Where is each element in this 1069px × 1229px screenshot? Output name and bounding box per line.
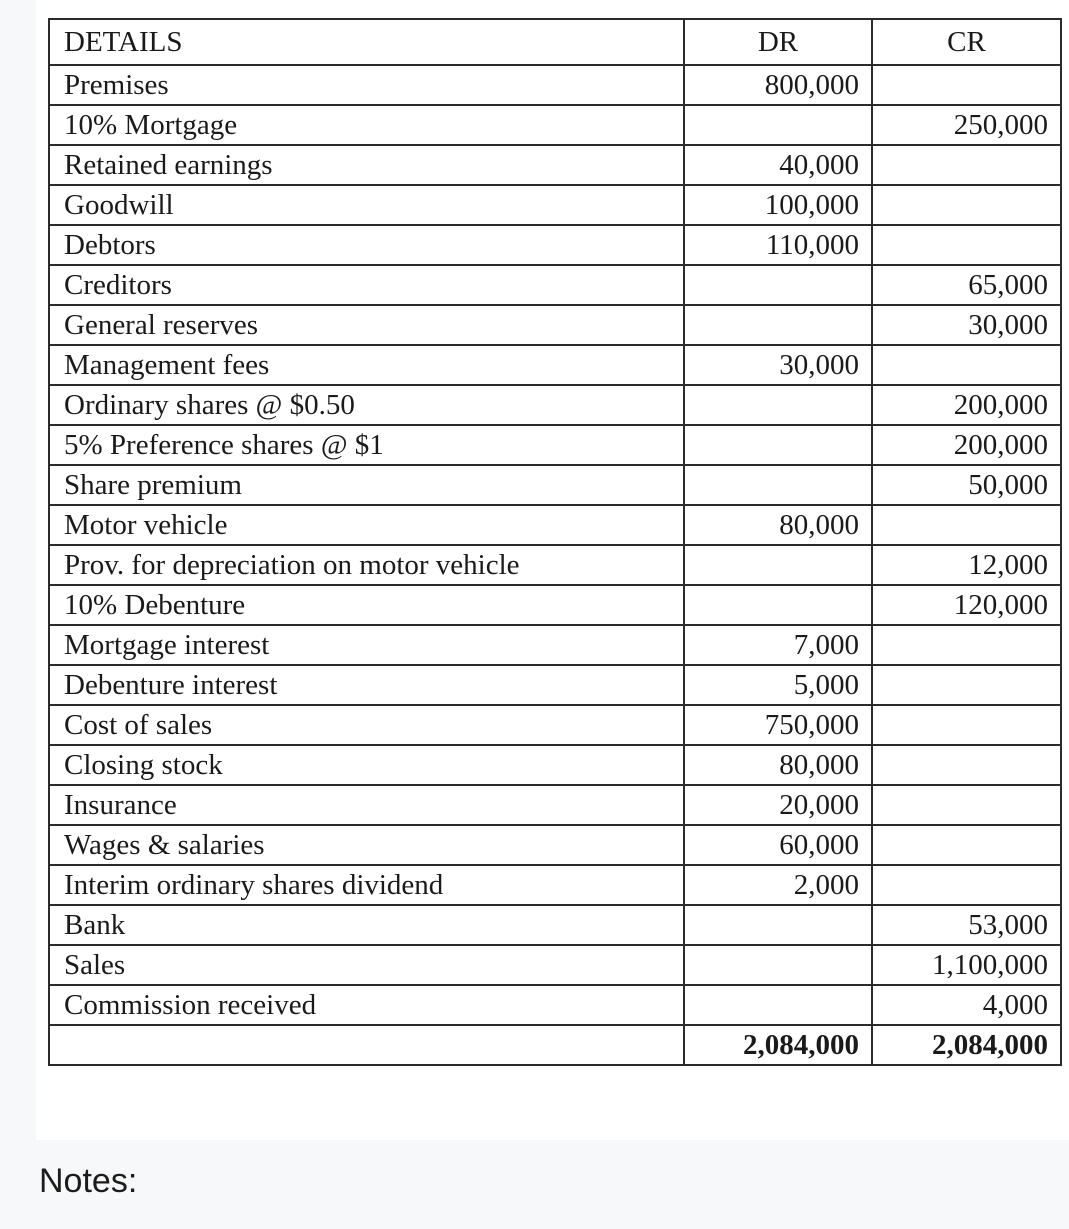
cell-details: 10% Debenture [49, 585, 684, 625]
cell-cr: 12,000 [872, 545, 1061, 585]
cell-cr: 30,000 [872, 305, 1061, 345]
cell-dr: 20,000 [684, 785, 872, 825]
cell-details: Wages & salaries [49, 825, 684, 865]
cell-dr: 30,000 [684, 345, 872, 385]
table-row [49, 105, 1061, 145]
table-row [49, 465, 1061, 505]
cell-cr: 65,000 [872, 265, 1061, 305]
cell-dr [684, 545, 872, 585]
cell-details: Management fees [49, 345, 684, 385]
cell-dr [684, 265, 872, 305]
cell-details: Sales [49, 945, 684, 985]
cell-cr [872, 505, 1061, 545]
cell-dr: 80,000 [684, 745, 872, 785]
cell-cr [872, 145, 1061, 185]
cell-cr [872, 785, 1061, 825]
table-row [49, 145, 1061, 185]
trial-balance-table [48, 18, 1062, 1066]
cell-cr [872, 825, 1061, 865]
cell-details: Debtors [49, 225, 684, 265]
cell-details: Interim ordinary shares dividend [49, 865, 684, 905]
table-row [49, 65, 1061, 105]
cell-cr [872, 225, 1061, 265]
cell-dr [684, 105, 872, 145]
table-row [49, 865, 1061, 905]
cell-dr: 40,000 [684, 145, 872, 185]
cell-cr: 4,000 [872, 985, 1061, 1025]
cell-cr: 200,000 [872, 385, 1061, 425]
cell-cr: 53,000 [872, 905, 1061, 945]
header-cr: CR [872, 19, 1061, 65]
cell-cr [872, 705, 1061, 745]
cell-details: Goodwill [49, 185, 684, 225]
header-dr: DR [684, 19, 872, 65]
cell-dr: 110,000 [684, 225, 872, 265]
table-row [49, 545, 1061, 585]
cell-dr [684, 425, 872, 465]
cell-cr [872, 745, 1061, 785]
cell-cr: 120,000 [872, 585, 1061, 625]
cell-cr [872, 345, 1061, 385]
cell-details: Share premium [49, 465, 684, 505]
cell-details: Cost of sales [49, 705, 684, 745]
cell-dr: 750,000 [684, 705, 872, 745]
cell-details: Creditors [49, 265, 684, 305]
table-row [49, 905, 1061, 945]
cell-dr: 80,000 [684, 505, 872, 545]
table-row [49, 945, 1061, 985]
table-row [49, 225, 1061, 265]
table-row [49, 985, 1061, 1025]
table-row [49, 665, 1061, 705]
cell-dr [684, 945, 872, 985]
table-row [49, 785, 1061, 825]
cell-details: Ordinary shares @ $0.50 [49, 385, 684, 425]
cell-details: Bank [49, 905, 684, 945]
cell-cr [872, 665, 1061, 705]
table-row [49, 265, 1061, 305]
table-row [49, 345, 1061, 385]
cell-cr: 1,100,000 [872, 945, 1061, 985]
cell-cr [872, 185, 1061, 225]
total-cr: 2,084,000 [872, 1025, 1061, 1065]
table-row [49, 825, 1061, 865]
cell-cr [872, 65, 1061, 105]
cell-details: Commission received [49, 985, 684, 1025]
table-row [49, 425, 1061, 465]
cell-dr [684, 585, 872, 625]
header-details: DETAILS [49, 19, 684, 65]
notes-label: Notes: [39, 1162, 138, 1200]
table-row [49, 585, 1061, 625]
table-header-row [49, 19, 1061, 65]
cell-dr [684, 905, 872, 945]
cell-dr [684, 305, 872, 345]
cell-dr [684, 385, 872, 425]
cell-cr [872, 625, 1061, 665]
cell-cr [872, 865, 1061, 905]
cell-details: Prov. for depreciation on motor vehicle [49, 545, 684, 585]
cell-details: Motor vehicle [49, 505, 684, 545]
cell-details: Retained earnings [49, 145, 684, 185]
cell-details: Insurance [49, 785, 684, 825]
cell-dr: 5,000 [684, 665, 872, 705]
cell-details: General reserves [49, 305, 684, 345]
cell-details: Premises [49, 65, 684, 105]
table-row [49, 185, 1061, 225]
cell-dr: 7,000 [684, 625, 872, 665]
total-dr: 2,084,000 [684, 1025, 872, 1065]
cell-dr [684, 985, 872, 1025]
cell-details: Mortgage interest [49, 625, 684, 665]
cell-dr: 800,000 [684, 65, 872, 105]
cell-cr: 250,000 [872, 105, 1061, 145]
totals-row [49, 1025, 1061, 1065]
table-row [49, 505, 1061, 545]
table-row [49, 305, 1061, 345]
cell-dr [684, 465, 872, 505]
cell-details: Debenture interest [49, 665, 684, 705]
cell-details: 5% Preference shares @ $1 [49, 425, 684, 465]
cell-details: 10% Mortgage [49, 105, 684, 145]
cell-dr: 60,000 [684, 825, 872, 865]
table-row [49, 625, 1061, 665]
table-row [49, 705, 1061, 745]
table-row [49, 385, 1061, 425]
cell-cr: 200,000 [872, 425, 1061, 465]
total-details [49, 1025, 684, 1065]
table-row [49, 745, 1061, 785]
cell-cr: 50,000 [872, 465, 1061, 505]
cell-dr: 100,000 [684, 185, 872, 225]
cell-dr: 2,000 [684, 865, 872, 905]
cell-details: Closing stock [49, 745, 684, 785]
